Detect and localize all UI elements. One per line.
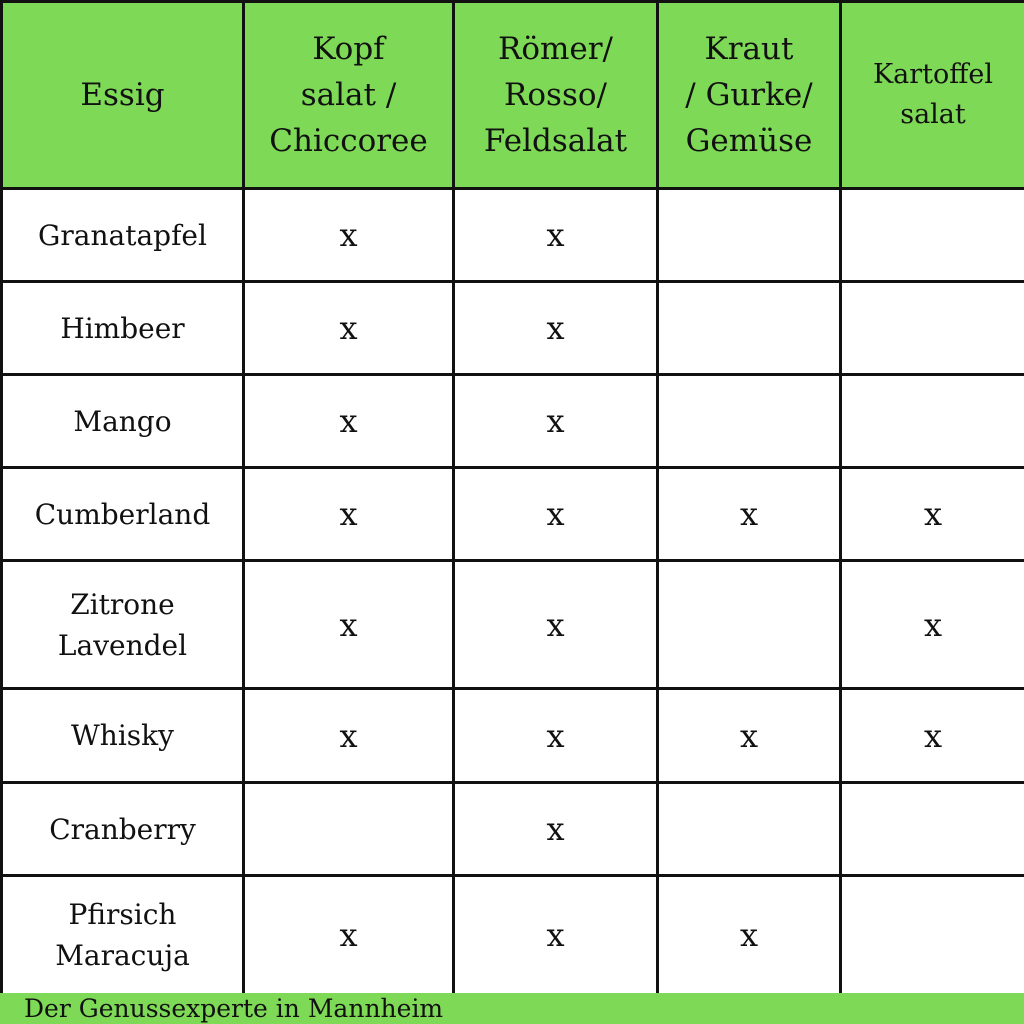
table-cell — [841, 783, 1024, 876]
header-kartoffelsalat: Kartoffel salat — [841, 2, 1024, 189]
row-label: Himbeer — [2, 282, 244, 375]
table-cell: x — [244, 282, 454, 375]
table-cell — [244, 783, 454, 876]
row-label: Whisky — [2, 689, 244, 783]
table-cell: x — [454, 189, 658, 282]
table-cell — [658, 375, 841, 468]
row-label: Granatapfel — [2, 189, 244, 282]
table-cell — [841, 375, 1024, 468]
table-cell — [658, 282, 841, 375]
table-cell — [841, 282, 1024, 375]
table-cell: x — [454, 561, 658, 689]
row-label: Cumberland — [2, 468, 244, 561]
table-row — [2, 689, 1024, 783]
table-cell: x — [841, 689, 1024, 783]
table-row — [2, 876, 1024, 995]
table-cell — [841, 876, 1024, 995]
row-label: Mango — [2, 375, 244, 468]
header-essig: Essig — [2, 2, 244, 189]
table-cell: x — [658, 876, 841, 995]
table-row — [2, 282, 1024, 375]
footer-caption: Der Genussexperte in Mannheim — [0, 993, 1024, 1024]
table-cell: x — [244, 561, 454, 689]
table-cell: x — [454, 876, 658, 995]
row-label: Cranberry — [2, 783, 244, 876]
header-kopfsalat: Kopf salat / Chiccoree — [244, 2, 454, 189]
table-cell: x — [841, 468, 1024, 561]
table-cell: x — [244, 375, 454, 468]
table-cell: x — [244, 689, 454, 783]
table-cell: x — [454, 689, 658, 783]
table-cell — [658, 189, 841, 282]
table-cell: x — [244, 468, 454, 561]
table-cell: x — [454, 375, 658, 468]
table-row — [2, 783, 1024, 876]
table-row — [2, 561, 1024, 689]
table-cell: x — [454, 783, 658, 876]
row-label: Zitrone Lavendel — [2, 561, 244, 689]
table-cell: x — [454, 468, 658, 561]
header-kraut: Kraut / Gurke/ Gemüse — [658, 2, 841, 189]
table-cell: x — [658, 468, 841, 561]
table-cell — [658, 783, 841, 876]
table-cell: x — [244, 876, 454, 995]
header-roemer: Römer/ Rosso/ Feldsalat — [454, 2, 658, 189]
row-label: Pfirsich Maracuja — [2, 876, 244, 995]
table-cell — [658, 561, 841, 689]
table-row — [2, 189, 1024, 282]
table-cell: x — [244, 189, 454, 282]
header-row — [2, 2, 1024, 189]
table-row — [2, 468, 1024, 561]
table-row — [2, 375, 1024, 468]
table-cell: x — [454, 282, 658, 375]
table-cell: x — [658, 689, 841, 783]
table-cell: x — [841, 561, 1024, 689]
table-cell — [841, 189, 1024, 282]
